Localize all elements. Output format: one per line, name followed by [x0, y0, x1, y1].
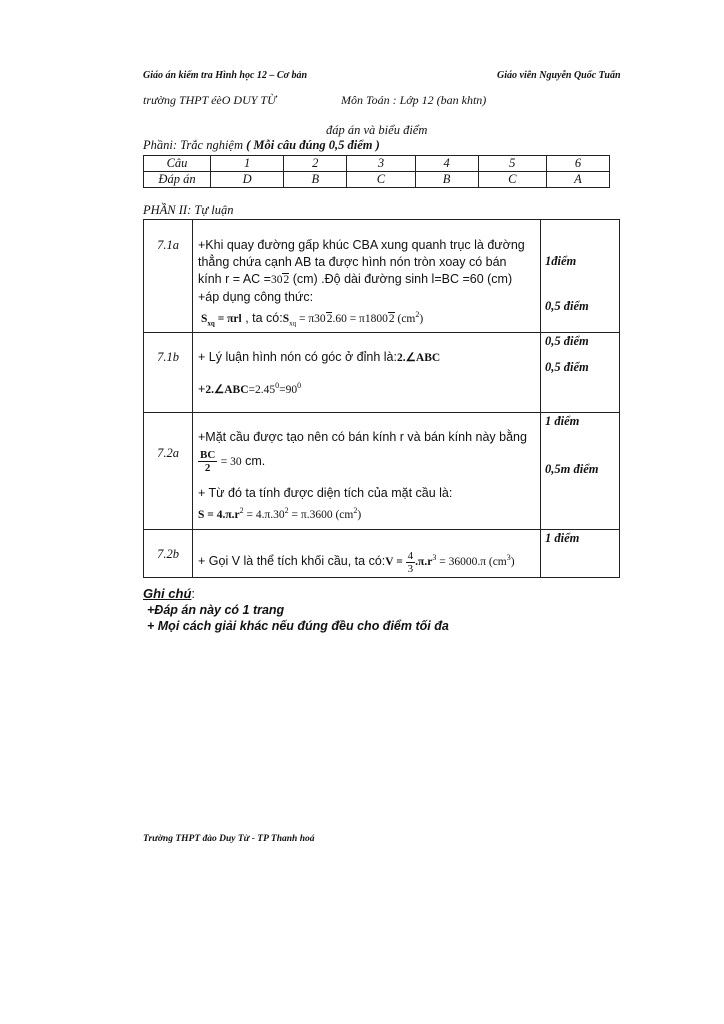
essay-row [144, 220, 620, 333]
note-item: + Mọi cách giải khác nếu đúng đều cho điểm tối đa [147, 619, 449, 633]
item-content [193, 530, 541, 578]
formula-angle-calc: $2.\angle ABC=2.45^0=90^0$ [205, 381, 302, 396]
text-line [198, 306, 536, 332]
points-label: 0,5 điểm [545, 334, 589, 349]
item-points [541, 530, 620, 578]
subject-line: Môn Toán : Lớp 12 (ban khtn) [341, 93, 487, 107]
essay-row [144, 413, 620, 530]
formula-r: 302 [270, 274, 290, 286]
part1-label: Phầni: Trắc nghiệm [143, 138, 247, 152]
points-label: 1 điểm [545, 531, 580, 546]
school-line: trường THPT éèO DUY TỪ [143, 93, 277, 107]
question-number: 4 [415, 156, 478, 172]
answer-cell: B [284, 172, 347, 188]
answer-row [144, 172, 610, 188]
footer-text: Trường THPT đào Duy Từ - TP Thanh hoá [143, 834, 315, 844]
text-line [198, 271, 536, 289]
item-content [193, 333, 541, 413]
points-label: 0,5 điểm [545, 299, 589, 313]
formula-volume: V = $\frac{4}{3}$ $.\pi.r^3 = 36000.\pi$ $(cm^3)$ [385, 549, 515, 575]
question-number: 5 [478, 156, 546, 172]
part2-heading: PHẦN II: Tự luận [143, 203, 234, 217]
item-number: 7.2b [144, 530, 193, 578]
answer-cell: D [211, 172, 284, 188]
doc-title: đáp án và biểu điểm [326, 123, 428, 137]
part1-note: ( Mỗi câu đúng 0,5 điểm ) [246, 138, 380, 152]
notes-title: Ghi chú [143, 586, 192, 601]
formula-sxq-calc: $S_{xq} = \pi 302.60 = \pi 18002$ $(cm^2)$ [282, 310, 424, 328]
header-left: Giáo án kiểm tra Hình học 12 – Cơ bản [143, 70, 308, 81]
text-line: thẳng chứa cạnh AB ta được hình nón tròn xoay có bán [198, 255, 507, 269]
text-fragment: kính r = AC = [198, 272, 271, 286]
row-header-answer: Đáp án [144, 172, 211, 188]
points-label: 0,5 điểm [545, 360, 589, 375]
answer-cell: C [478, 172, 546, 188]
item-number: 7.2a [144, 413, 193, 530]
question-row [144, 156, 610, 172]
item-points [541, 220, 620, 333]
note-item: +Đáp án này có 1 trang [147, 603, 285, 617]
question-number: 1 [211, 156, 284, 172]
essay-table [143, 219, 620, 578]
points-label: 1 điểm [545, 414, 580, 429]
text-line: + Từ đó ta tính được diện tích của mặt cầu là: [198, 486, 453, 501]
answer-cell: B [415, 172, 478, 188]
text-fragment: , ta có: [245, 310, 283, 325]
multiple-choice-table [143, 155, 610, 188]
question-number: 2 [284, 156, 347, 172]
text-fragment: + Gọi V là thể tích khối cầu, ta có: [198, 553, 386, 568]
item-number: 7.1b [144, 333, 193, 413]
fraction-bc-2: $\frac{BC}{2}$ [200, 449, 216, 475]
points-label: 0,5m điểm [545, 462, 599, 477]
item-points [541, 333, 620, 413]
text-line: +Khi quay đường gấp khúc CBA xung quanh trục là đường [198, 238, 525, 252]
question-number: 3 [347, 156, 415, 172]
text-line [198, 349, 536, 367]
text-line: +áp dụng công thức: [198, 290, 314, 304]
points-label: 1điểm [545, 254, 577, 268]
text-line: +Mặt cầu được tạo nên có bán kính r và bán kính này bằng [198, 430, 527, 445]
text-fragment: + Lý luận hình nón có góc ở đỉnh là: [198, 350, 397, 365]
item-content [193, 413, 541, 530]
text-line [198, 543, 536, 577]
text-fragment: cm. [245, 454, 266, 469]
answer-cell: A [546, 172, 609, 188]
item-number: 7.1a [144, 220, 193, 333]
item-content [193, 220, 541, 333]
formula-angle: 2.∠ABC [396, 352, 441, 365]
text-line [198, 446, 536, 477]
answer-cell: C [347, 172, 415, 188]
text-fragment: + [198, 381, 206, 396]
notes-heading [143, 585, 195, 603]
row-header-question: Câu [144, 156, 211, 172]
essay-row [144, 333, 620, 413]
notes-colon: : [191, 586, 196, 601]
text-line [198, 367, 536, 399]
part1-heading [143, 138, 380, 153]
formula-eq30: = 30 [220, 456, 242, 469]
formula-sphere-area: $S = 4.\pi.r^2 = 4.\pi.30^2 = \pi.3600$ $(cm^2)$ [198, 506, 362, 521]
item-points [541, 413, 620, 530]
formula-sxq: $S_{xq} = \pi rl$ [201, 312, 242, 328]
question-number: 6 [546, 156, 609, 172]
text-fragment: (cm) .Độ dài đường sinh l=BC =60 (cm) [292, 272, 513, 286]
header-right: Giáo viên Nguyễn Quốc Tuấn [497, 70, 621, 81]
essay-row [144, 530, 620, 578]
